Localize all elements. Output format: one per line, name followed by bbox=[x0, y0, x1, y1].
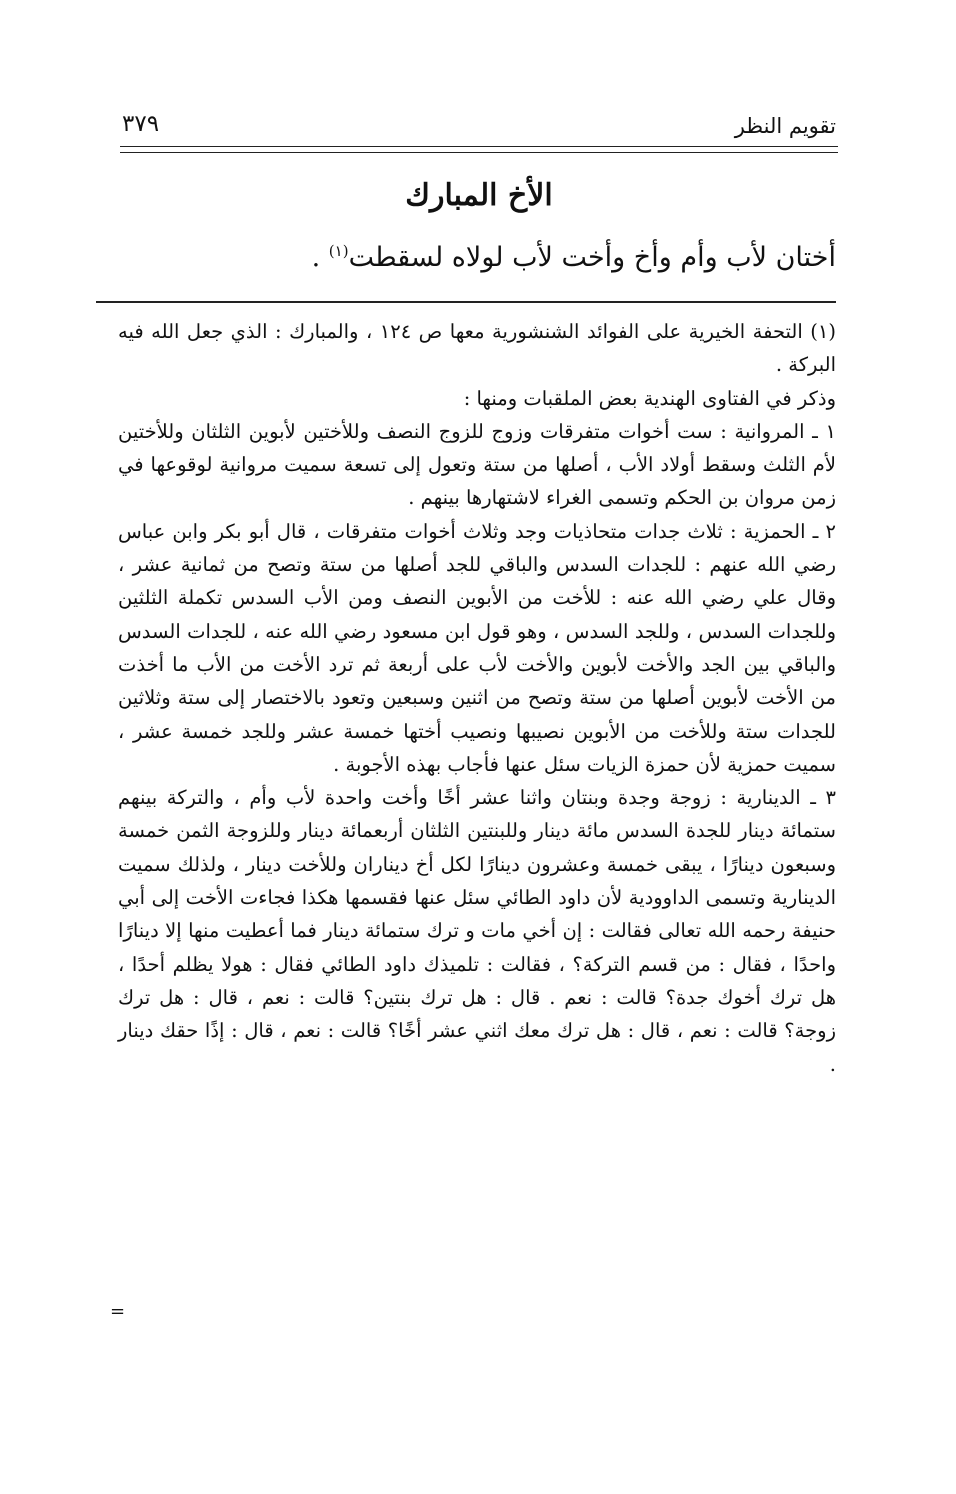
main-text-body: أختان لأب وأم وأخ وأخت لأب لولاه لسقطت bbox=[348, 242, 836, 273]
running-title: تقويم النظر bbox=[734, 114, 836, 138]
footnote-paragraph: (١) التحفة الخيرية على الفوائد الشنشورية معها ص ١٢٤ ، والمبارك : الذي جعل الله فيه البركة . bbox=[118, 320, 836, 377]
section-heading: الأخ المبارك bbox=[405, 178, 553, 213]
continuation-mark: = bbox=[110, 1301, 126, 1322]
footnote-paragraph: ٢ ـ الحمزية : ثلاث جدات متحاذيات وجد وثلاث أخوات متفرقات ، قال أبو بكر وابن عباس رضي الله عنهم : للجدات السدس والباقي للجد أصلها من ستة وتصح من ثمانية عشر ، وقال علي رضي الله عنه : للأخت من الأبوين النصف ومن الأب السدس تكملة الثلثين وللجدات السدس ، وللجد السدس ، وهو قول ابن مسعود رضي الله عنه ، للجدات السدس والباقي بين الجد والأخت لأبوين والأخت لأب على أربعة ثم ترد الأخت من الأب ما أخذت من الأخت لأبوين أصلها من ستة وتصح من اثنين وسبعين وتعود بالاختصار إلى ستة وثلاثين للجدات ستة وللأخت من الأبوين نصيبها ونصيب أختها خمسة عشر وللجد خمسة عشر ، سميت حمزية لأن حمزة الزيات سئل عنها فأجاب بهذه الأجوبة . bbox=[118, 519, 836, 776]
footnote-paragraph: ٣ ـ الدينارية : زوجة وجدة وبنتان واثنا عشر أخًا وأخت واحدة لأب وأم ، والتركة بينهم ستمائة دينار للجدة السدس مائة دينار وللبنتين الثلثان أربعمائة دينار وللزوجة الثمن خمسة وسبعون دينارًا ، يبقى خمسة وعشرون دينارًا لكل أخ ديناران وللأخت دينار ، ولذلك سميت الدينارية وتسمى الداوودية لأن داود الطائي سئل عنها فقسمها هكذا فجاءت الأخت إلى أبي حنيفة رحمه الله تعالى فقالت : إن أخي مات و ترك ستمائة دينار فما أعطيت منها إلا دينارًا واحدًا ، فقال : من قسم التركة؟ ، فقالت : تلميذك داود الطائي فقال : هولا يظلم أحدًا ، هل ترك أخوك جدة؟ قالت : نعم . قال : هل ترك بنتين؟ قالت : نعم ، قال : هل ترك زوجة؟ قالت : نعم ، قال : هل ترك معك اثني عشر أخًا؟ قالت : نعم ، قال : إذًا حقك دينار . bbox=[118, 786, 836, 1076]
footnote-paragraph: وذكر في الفتاوى الهندية بعض الملقبات ومنها : bbox=[463, 386, 836, 410]
footnotes bbox=[118, 315, 836, 1081]
page-number: ٣٧٩ bbox=[122, 111, 160, 137]
footnote-separator bbox=[96, 301, 836, 303]
footnote-paragraph: ١ ـ المروانية : ست أخوات متفرقات وزوج للزوج النصف وللأختين لأبوين الثلثان وللأختين لأم الثلث وسقط أولاد الأب ، أصلها من ستة وتعول إلى تسعة سميت مروانية لوقوعها في زمن مروان بن الحكم وتسمى الغراء لاشتهارها بينهم . bbox=[118, 419, 836, 510]
header-rule bbox=[120, 146, 838, 147]
footnote-marker: (١) bbox=[328, 242, 349, 260]
main-text-end: . bbox=[311, 242, 329, 273]
main-text bbox=[118, 238, 836, 278]
header-rule-secondary bbox=[120, 152, 838, 153]
